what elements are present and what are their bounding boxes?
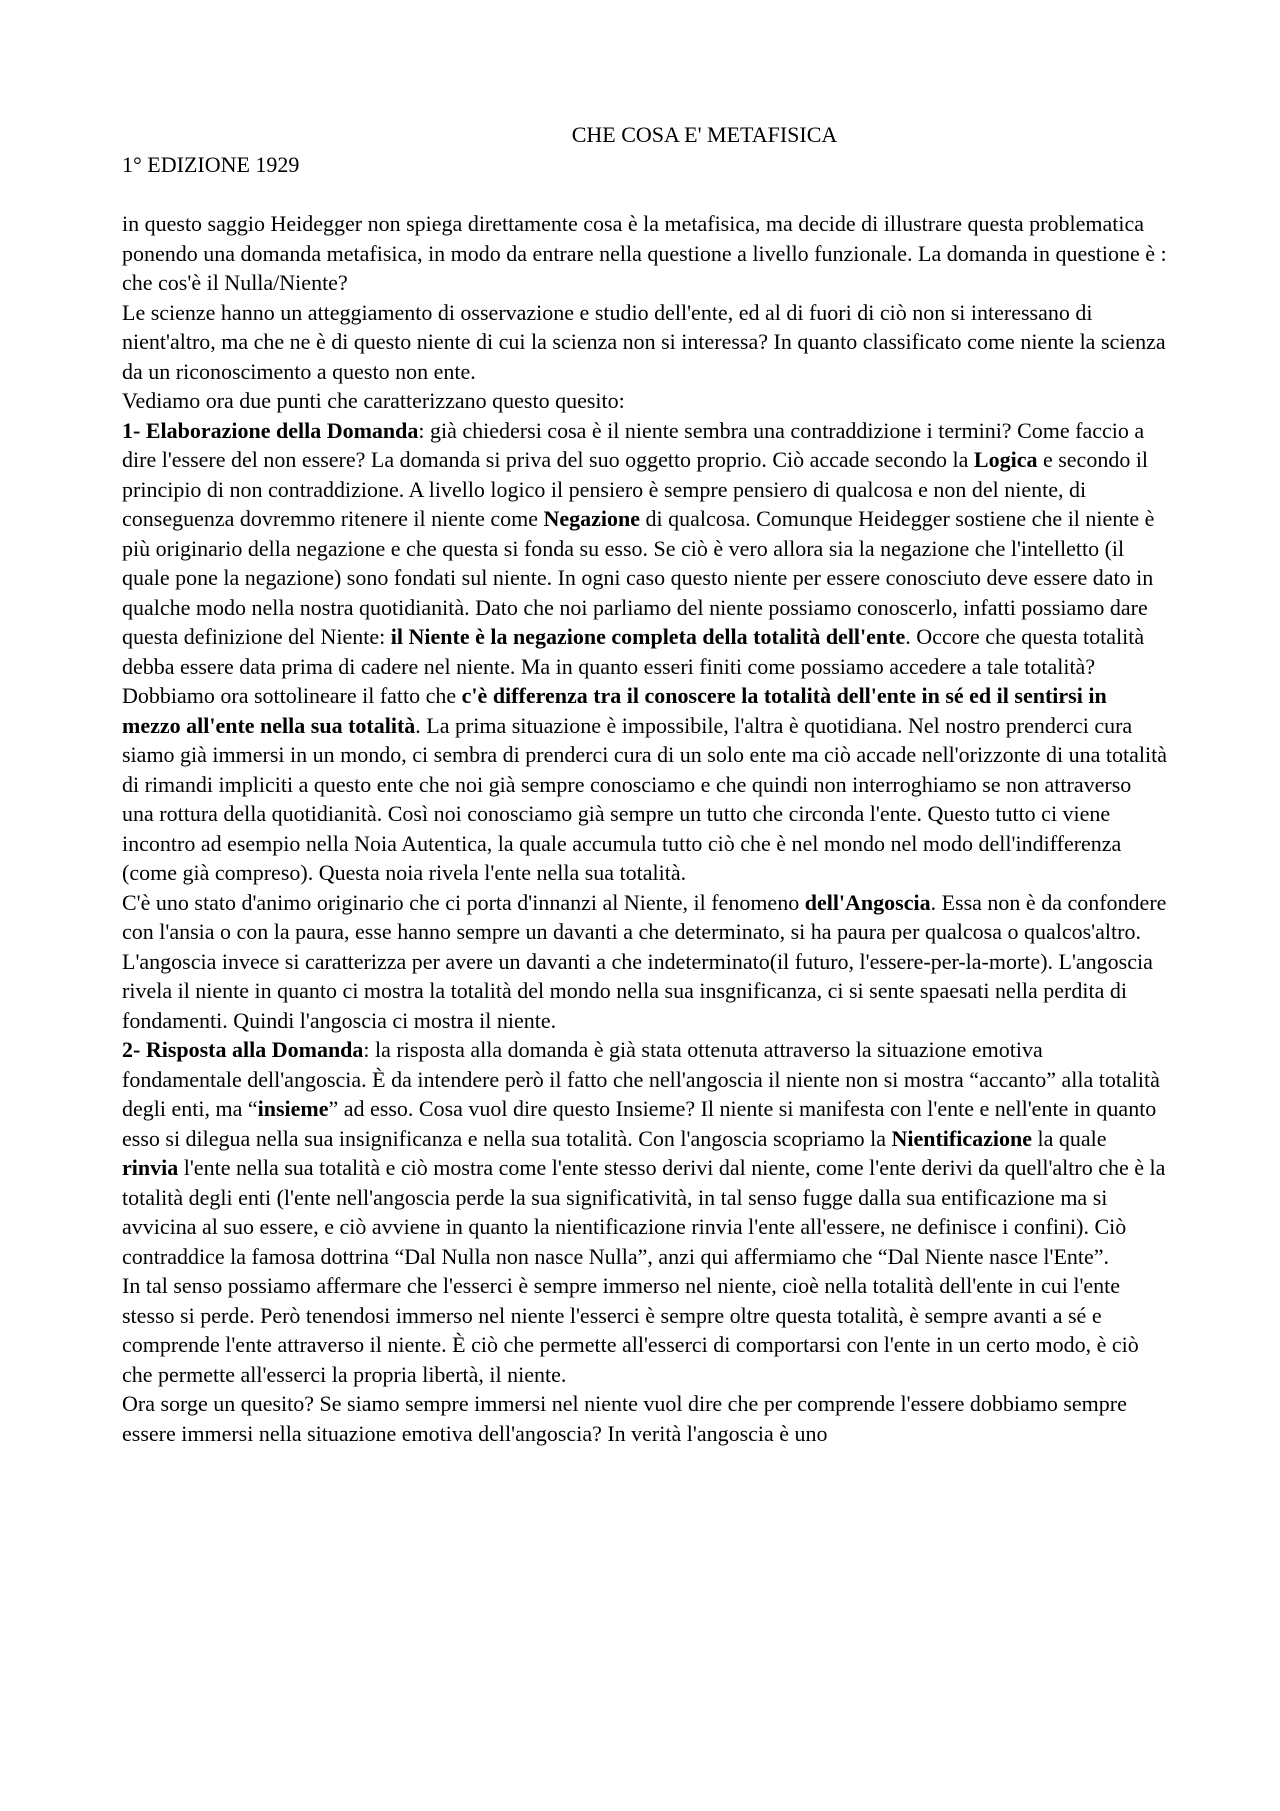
bold-text-run: 2- Risposta alla Domanda [122, 1037, 364, 1062]
text-run: ” ad esso. Cosa vuol dire questo Insieme? Il niente si manifesta con l'ente e nell'ente in quanto esso si dilegua nella sua insignificanza e nella sua totalità. Con l'angoscia scopriamo la [122, 1096, 1157, 1151]
document-title: CHE COSA E' METAFISICA [571, 122, 838, 147]
edition-line: 1° EDIZIONE 1929 [122, 152, 300, 177]
text-run: . La prima situazione è impossibile, l'altra è quotidiana. Nel nostro prenderci cura siamo già immersi in un mondo, ci sembra di prenderci cura di un solo ente ma ciò accade nell'orizzonte di una totalità di rimandi impliciti a questo ente che noi già sempre conosciamo e che quindi non interroghiamo se non attraverso una rottura della quotidianità. Così noi conosciamo già sempre un tutto che circonda l'ente. Questo tutto ci viene incontro ad esempio nella Noia Autentica, la quale accumula tutto ciò che è nel mondo nel modo dell'indifferenza (come già compreso). Questa noia rivela l'ente nella sua totalità. [122, 712, 1167, 885]
bold-text-run: c'è differenza tra il conoscere la totalità dell'ente in sé ed il sentirsi in mezzo all'ente nella sua totalità [122, 683, 1107, 738]
text-run: la quale [1032, 1125, 1107, 1151]
text-run: e secondo il principio di non contraddizione. A livello logico il pensiero è sempre pensiero di qualcosa e non del niente, di conseguenza dovremmo ritenere il niente come [122, 447, 1149, 531]
text-run: . Occore che questa totalità debba essere data prima di cadere nel niente. Ma in quanto esseri finiti come possiamo accedere a tale totalità? Dobbiamo ora sottolineare il fatto che [122, 624, 1145, 708]
bold-text-run: Negazione [543, 506, 641, 531]
text-run: in questo saggio Heidegger non spiega direttamente cosa è la metafisica, ma decide di illustrare questa problematica ponendo una domanda metafisica, in modo da entrare nella questione a livello funzionale. La domanda in questione è : che cos'è il Nulla/Niente? [122, 211, 1167, 295]
text-run: C'è uno stato d'animo originario che ci porta d'innanzi al Niente, il fenomeno [122, 889, 805, 915]
paragraph [122, 209, 1167, 298]
text-run: : già chiedersi cosa è il niente sembra una contraddizione i termini? Come faccio a dire l'essere del non essere? La domanda si priva del suo oggetto proprio. Ciò accade secondo la [122, 417, 1145, 472]
text-run: Vediamo ora due punti che caratterizzano questo quesito: [122, 388, 625, 413]
bold-text-run: il Niente è la negazione completa della totalità dell'ente [390, 624, 906, 649]
paragraph [122, 1035, 1167, 1271]
paragraph [122, 416, 1167, 888]
bold-text-run: Nientificazione [891, 1125, 1032, 1151]
bold-text-run: 1- Elaborazione della Domanda [122, 417, 419, 443]
paragraph [122, 1389, 1167, 1448]
document-body [122, 209, 1167, 1448]
text-run: Le scienze hanno un atteggiamento di osservazione e studio dell'ente, ed al di fuori di ciò non si interessano di nient'altro, ma che ne è di questo niente di cui la scienza non si interessa? In quanto classificato come niente la scienza da un riconoscimento a questo non ente. [122, 299, 1166, 384]
document-page [122, 120, 1167, 1448]
text-run: . Essa non è da confondere con l'ansia o con la paura, esse hanno sempre un davanti a che determinato, si ha paura per qualcosa o qualcos'altro. L'angoscia invece si caratterizza per avere un davanti a che indeterminato(il futuro, l'essere-per-la-morte). L'angoscia rivela il niente in quanto ci mostra la totalità del mondo nella sua insgnificanza, ci si sente spaesati nella perdita di fondamenti. Quindi l'angoscia ci mostra il niente. [122, 889, 1167, 1033]
paragraph [122, 888, 1167, 1036]
bold-text-run: dell'Angoscia [804, 889, 931, 915]
paragraph [122, 298, 1167, 387]
bold-text-run: rinvia [122, 1155, 179, 1180]
text-run: di qualcosa. Comunque Heidegger sostiene che il niente è più originario della negazione e che questa si fonda su esso. Se ciò è vero allora sia la negazione che l'intelletto (il quale pone la negazione) sono fondati sul niente. In ogni caso questo niente per essere conosciuto deve essere dato in qualche modo nella nostra quotidianità. Dato che noi parliamo del niente possiamo conoscerlo, infatti possiamo dare questa definizione del Niente: [122, 506, 1155, 649]
paragraph [122, 386, 1167, 416]
text-run: In tal senso possiamo affermare che l'esserci è sempre immerso nel niente, cioè nella totalità dell'ente in cui l'ente stesso si perde. Però tenendosi immerso nel niente l'esserci è sempre oltre questa totalità, è sempre avanti a sé e comprende l'ente attraverso il niente. È ciò che permette all'esserci di comportarsi con l'ente in un certo modo, è ciò che permette all'esserci la propria libertà, il niente. [122, 1273, 1139, 1387]
bold-text-run: Logica [973, 447, 1038, 472]
text-run: Ora sorge un quesito? Se siamo sempre immersi nel niente vuol dire che per comprende l'essere dobbiamo sempre essere immersi nella situazione emotiva dell'angoscia? In verità l'angoscia è uno [122, 1391, 1127, 1446]
bold-text-run: insieme [257, 1096, 329, 1121]
text-run: l'ente nella sua totalità e ciò mostra come l'ente stesso derivi dal niente, come l'ente derivi da quell'altro che è la totalità degli enti (l'ente nell'angoscia perde la sua significatività, in tal senso fugge dalla sua entificazione ma si avvicina al suo essere, e ciò avviene in quanto la nientificazione rinvia l'ente all'essere, ne definisce i confini). Ciò contraddice la famosa dottrina “Dal Nulla non nasce Nulla”, anzi qui affermiamo che “Dal Niente nasce l'Ente”. [122, 1155, 1166, 1269]
text-run: : la risposta alla domanda è già stata ottenuta attraverso la situazione emotiva fondamentale dell'angoscia. È da intendere però il fatto che nell'angoscia il niente non si mostra “accanto” alla totalità degli enti, ma “ [122, 1037, 1160, 1121]
paragraph [122, 1271, 1167, 1389]
